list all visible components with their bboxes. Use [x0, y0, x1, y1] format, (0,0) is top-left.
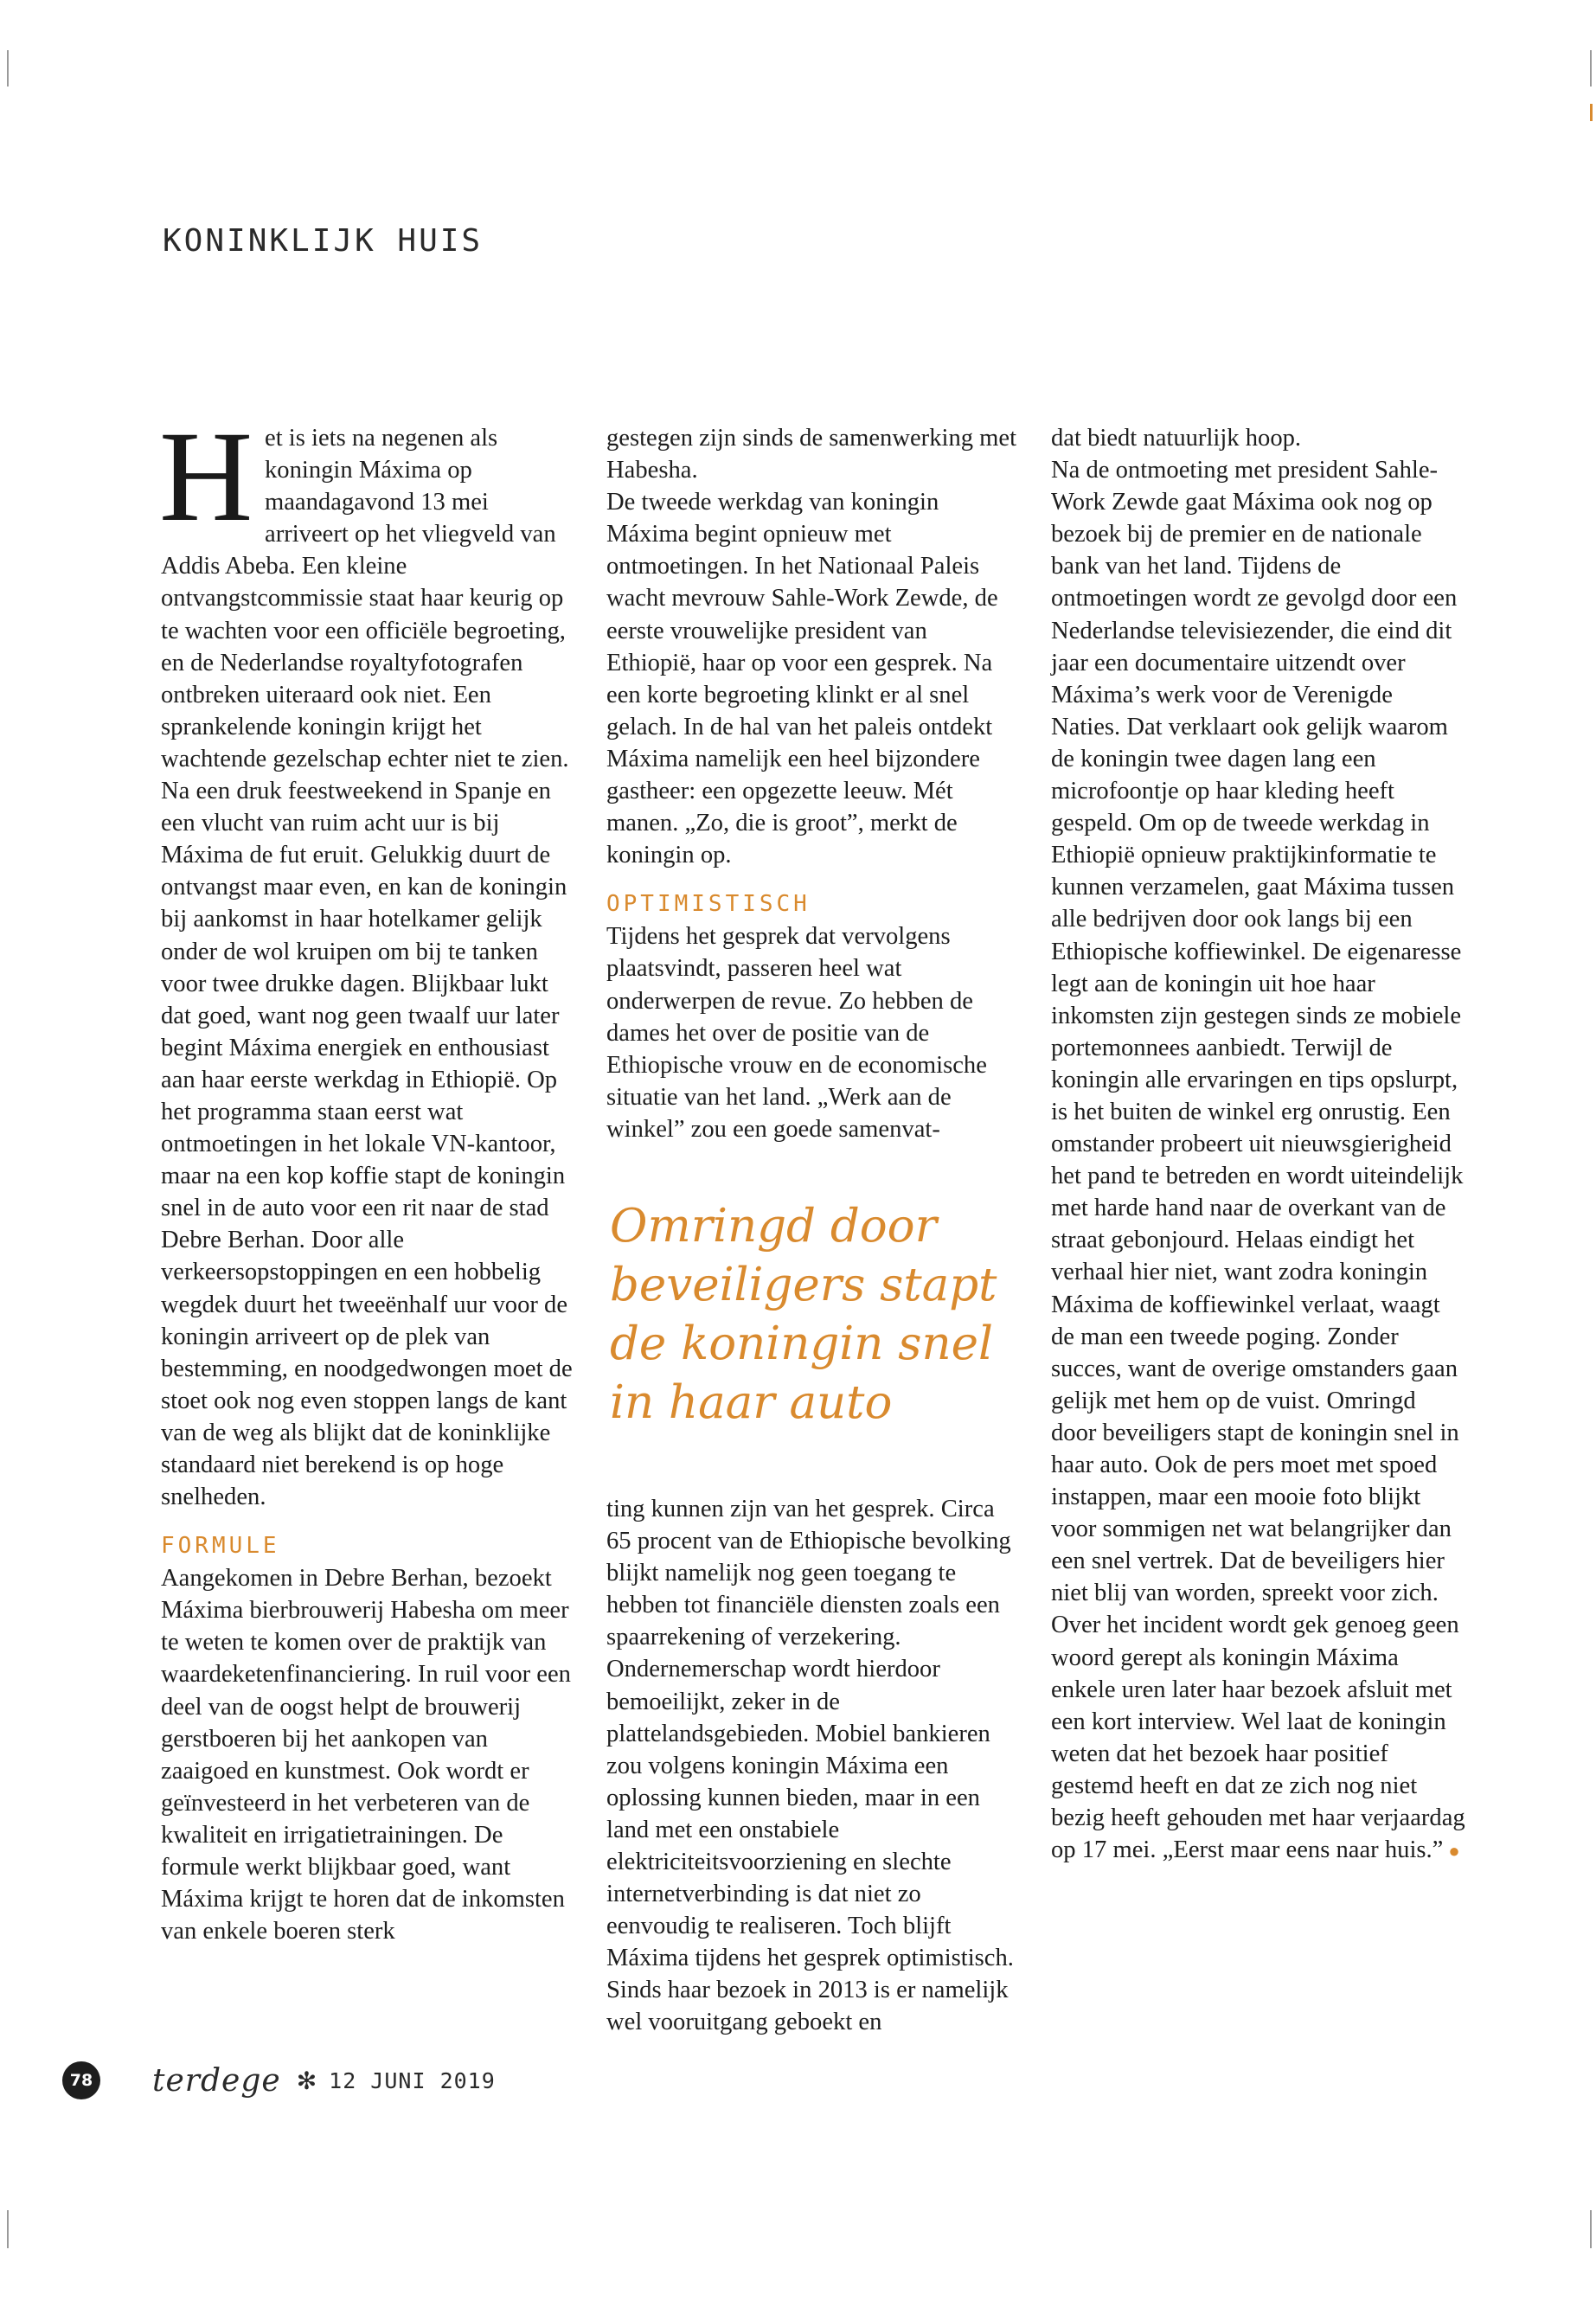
- crop-mark-bottom-left: [7, 2210, 9, 2248]
- crop-mark-bottom-right: [1590, 2210, 1592, 2248]
- section-title: KONINKLIJK HUIS: [163, 223, 484, 259]
- page-footer: [62, 2059, 496, 2102]
- crop-mark-accent-right: [1590, 104, 1593, 121]
- article-paragraph: ting kunnen zijn van het gesprek. Circa 65 procent van de Ethiopische bevolking blijkt namelijk nog geen toegang te hebben tot financiële diensten zoals een spaarrekening of verzekering. Ondernemerschap wordt hierdoor bemoeilijkt, zeker in de plattelandsgebieden. Mobiel bankieren zou volgens koningin Máxima een oplossing kunnen bieden, maar in een land met een onstabiele elektriciteitsvoorziening en slechte internetverbinding is dat niet zo eenvoudig te realiseren. Toch blijft Máxima tijdens het gesprek optimistisch. Sinds haar bezoek in 2013 is er namelijk wel vooruitgang geboekt en: [606, 1495, 1014, 2036]
- subheading-formule: FORMULE: [161, 1533, 280, 1560]
- subheading-optimistisch: OPTIMISTISCH: [606, 891, 811, 918]
- article-paragraph-final: [1051, 1609, 1466, 1867]
- paragraph-text: et is iets na negenen als koningin Máxima op maandagavond 13 mei arriveert op het vliegveld van Addis Abeba. Een kleine ontvangstcommissie staat haar keurig op te wachten voor een officiële begroeting, en de Nederlandse royaltyfotografen ontbreken uiteraard ook niet. Een sprankelende koningin krijgt het wachtende gezelschap echter niet te zien. Na een druk feestweekend in Spanje en een vlucht van ruim acht uur is bij Máxima de fut eruit. Gelukkig duurt de ontvangst maar even, en kan de koningin bij aankomst in haar hotelkamer gelijk onder de wol kruipen om bij te tanken voor twee drukke dagen. Blijkbaar lukt dat goed, want nog geen twaalf uur later begint Máxima energiek en enthousiast aan haar eerste werkdag in Ethiopië. Op het programma staan eerst wat ontmoetingen in het lokale VN-kantoor, maar na een kop koffie stapt de koningin snel in de auto voor een rit naar de stad Debre Berhan. Door alle verkeersopstoppingen en een hobbelig wegdek duurt het tweeënhalf uur voor de koningin arriveert op de plek van bestemming, en noodgedwongen moet de stoet ook nog even stoppen langs de kant van de weg als blijkt dat de koninklijke standaard niet berekend is op hoge snelheden.: [161, 425, 573, 1511]
- article-paragraph: Tijdens het gesprek dat vervolgens plaatsvindt, passeren heel wat onderwerpen de revue. Zo hebben de dames het over de positie van de Ethiopische vrouw en de economische situatie van het land. „Werk aan de winkel” zou een goede samenvat-: [606, 923, 987, 1143]
- article-column-2: [606, 422, 1022, 2039]
- drop-cap: H: [159, 405, 253, 548]
- article-paragraph: Na de ontmoeting met president Sahle-Work Zewde gaat Máxima ook nog op bezoek bij de premier en de nationale bank van het land. Tijdens de ontmoetingen wordt ze gevolgd door een Nederlandse televisiezender, die eind dit jaar een documentaire uitzendt over Máxima’s werk voor de Verenigde Naties. Dat verklaart ook gelijk waarom de koningin twee dagen lang een microfoontje op haar kleding heeft gespeld. Om op de tweede werkdag in Ethiopië opnieuw praktijkinformatie te kunnen verzamelen, gaat Máxima tussen alle bedrijven door ook langs bij een Ethiopische koffiewinkel. De eigenaresse legt aan de koningin uit hoe haar inkomsten zijn gestegen sinds ze mobiele portemonnees aanbiedt. Terwijl de koningin alle ervaringen en tips opslurpt, is het buiten de winkel erg onrustig. Een omstander probeert uit nieuwsgierigheid het pand te betreden en wordt uiteindelijk met harde hand naar de overkant van de straat gebonjourd. Helaas eindigt het verhaal hier niet, want zodra koningin Máxima de koffiewinkel verlaat, waagt de man een tweede poging. Zonder succes, want de overige omstanders gaan gelijk met hem op de vuist. Omringd door beveiligers stapt de koningin snel in haar auto. Ook de pers moet met spoed instappen, maar een mooie foto blijkt voor sommigen net wat belangrijker dan een snel vertrek. Dat de beveiligers hier niet blij van worden, spreekt voor zich.: [1051, 457, 1464, 1607]
- issue-date: 12 JUNI 2019: [329, 2067, 496, 2093]
- crop-mark-top-left: [7, 50, 9, 87]
- article-paragraph: gestegen zijn sinds de samenwerking met Habesha.: [606, 425, 1017, 484]
- asterisk-separator-icon: ✻: [296, 2066, 317, 2095]
- magazine-logo: terdege: [152, 2062, 281, 2099]
- article-paragraph: dat biedt natuurlijk hoop.: [1051, 425, 1302, 452]
- article-paragraph: [159, 405, 573, 1513]
- page-number-badge: 78: [62, 2061, 100, 2099]
- article-paragraph: De tweede werkdag van koningin Máxima begint opnieuw met ontmoetingen. In het Nationaal Paleis wacht mevrouw Sahle-Work Zewde, de eerste vrouwelijke president van Ethiopië, haar op voor een gesprek. Na een korte begroeting klinkt er al snel gelach. In de hal van het paleis ontdekt Máxima namelijk een heel bijzondere gastheer: een opgezette leeuw. Mét manen. „Zo, die is groot”, merkt de koningin op.: [606, 489, 998, 869]
- pull-quote: Omringd door beveiligers stapt de koningin snel in haar auto: [610, 1199, 997, 1429]
- paragraph-text: Over het incident wordt gek genoeg geen woord gerept als koningin Máxima enkele uren later haar bezoek afsluit met een kort interview. Wel laat de koningin weten dat het bezoek haar positief gestemd heeft en dat ze zich nog niet bezig heeft gehouden met haar verjaardag op 17 mei. „Eerst maar eens naar huis.”: [1051, 1612, 1465, 1864]
- article-column-1: [159, 405, 573, 1947]
- article-column-3: [1051, 422, 1466, 1867]
- article-paragraph: Aangekomen in Debre Berhan, bezoekt Máxima bierbrouwerij Habesha om meer te weten te komen over de praktijk van waardeketenfinanciering. In ruil voor een deel van de oogst helpt de brouwerij gerstboeren bij het aankopen van zaaigoed en kunstmest. Ook wordt er geïnvesteerd in het verbeteren van de kwaliteit en irrigatietrainingen. De formule werkt blijkbaar goed, want Máxima krijgt te horen dat de inkomsten van enkele boeren sterk: [161, 1565, 571, 1945]
- end-of-article-dot-icon: ●: [1448, 1840, 1460, 1862]
- crop-mark-top-right: [1590, 50, 1592, 87]
